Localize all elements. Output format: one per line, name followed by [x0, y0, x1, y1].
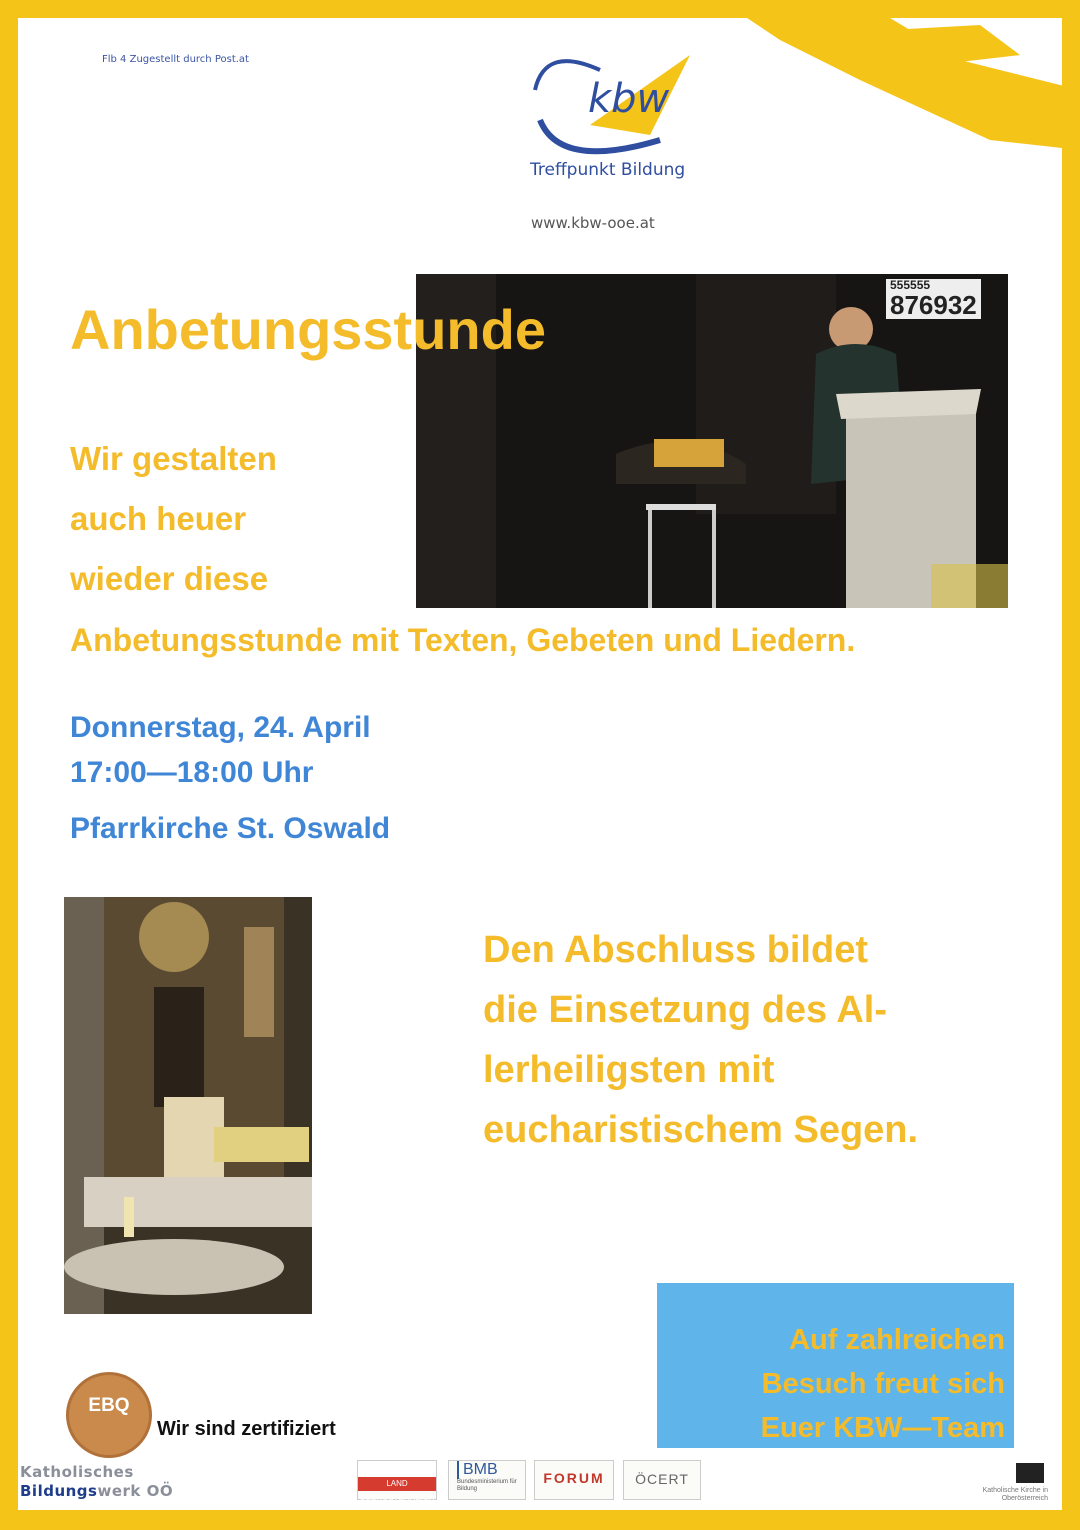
- closing-line-1: Den Abschluss bildet: [483, 929, 868, 971]
- footer-org-werk: werk OÖ: [97, 1482, 174, 1500]
- footer-org-bildungs: Bildungs: [20, 1482, 98, 1500]
- invite-line-1: Auf zahlreichen: [789, 1324, 1005, 1356]
- page-title: Anbetungsstunde: [70, 298, 546, 361]
- number-plate: 876932: [890, 290, 977, 320]
- closing-line-4: eucharistischem Segen.: [483, 1109, 919, 1151]
- website-link[interactable]: www.kbw-ooe.at: [531, 214, 655, 232]
- decorative-swoosh: [660, 0, 1080, 200]
- church-logo-text: Katholische Kirche in Oberösterreich: [982, 1487, 1048, 1502]
- sponsor-land-ooe: [357, 1460, 437, 1500]
- church-logo-icon: [1016, 1463, 1044, 1483]
- closing-text: [483, 920, 1013, 1160]
- intro-line-3: wieder diese: [70, 560, 269, 597]
- sponsor-oecert: ÖCERT: [623, 1460, 701, 1500]
- footer-org-line-2: [20, 1482, 173, 1500]
- ebq-badge-label: EBQ: [88, 1395, 130, 1416]
- closing-line-3: lerheiligsten mit: [483, 1049, 775, 1091]
- intro-line-2: auch heuer: [70, 500, 247, 537]
- sponsor-bmb-sub: Bundesministerium für Bildung: [457, 1479, 517, 1492]
- event-time: 17:00—18:00 Uhr: [70, 756, 314, 789]
- invite-text: [761, 1318, 1005, 1450]
- sponsor-bmb-label: BMB: [457, 1461, 525, 1479]
- event-date: Donnerstag, 24. April: [70, 711, 371, 744]
- invite-line-3: Euer KBW—Team: [760, 1412, 1005, 1444]
- photo-altar: [64, 897, 312, 1314]
- intro-line-1: Wir gestalten: [70, 440, 277, 477]
- certification-text: Wir sind zertifiziert: [157, 1418, 336, 1440]
- sponsor-forum: FORUM: [534, 1460, 614, 1500]
- postal-note: Flb 4 Zugestellt durch Post.at: [102, 54, 249, 65]
- event-place: Pfarrkirche St. Oswald: [70, 812, 391, 845]
- sponsor-land-label: LAND OBERÖSTERREICH: [359, 1479, 435, 1502]
- logo-text: kbw: [588, 76, 670, 122]
- closing-line-2: die Einsetzung des Al-: [483, 989, 887, 1031]
- number-plate-top: 555555: [890, 278, 931, 292]
- logo-tagline: Treffpunkt Bildung: [530, 160, 686, 180]
- footer-org-line-1: Katholisches: [20, 1463, 134, 1481]
- invite-line-2: Besuch freut sich: [761, 1368, 1005, 1400]
- sponsor-bmb: [448, 1460, 526, 1500]
- intro-line-4: Anbetungsstunde mit Texten, Gebeten und Liedern.: [70, 622, 856, 658]
